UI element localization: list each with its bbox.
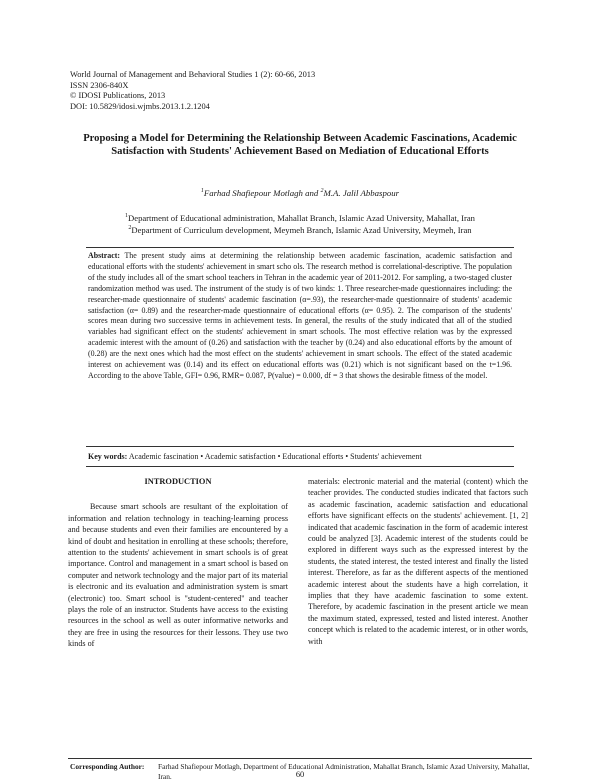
corresponding-author-label: Corresponding Author: xyxy=(70,762,145,771)
section-heading-introduction: INTRODUCTION xyxy=(144,477,212,486)
journal-citation: World Journal of Management and Behavioral Studies 1 (2): 60-66, 2013 xyxy=(70,70,316,79)
abstract-text: The present study aims at determining the relationship between academic fascination, academic satisfaction and educational efforts with the students' achievement in smart scho ols. The research method is correlational-descriptive. The population of the study includes all of the smart school teachers in Tehran in the academic year of 2011-2012. For sampling, a two-staged cluster randomization method was used. The instrument of the study is of two kinds: 1. Three researcher-made questionnaires including: the researcher-made questionnaire of students' academic fascination (α=.93), the researcher-made questionnaire of students' academic satisfaction (α= 0.89) and the researcher-made questionnaire of educational efforts (α= 0.95). 2. The comparison of the students' scores mean during two successive terms in achievement tests. In general, the results of the study indicated that all of the studied variables had significant effect on the students' achievement in smart schools. The most effective relation was by the expressed academic interest with the amount of (0.26) and satisfaction with the teacher by (0.24) and also educational efforts by the amount of (0.28) are the next ones which had the most effect on the students' achievement in smart schools. The effect of the stated academic interest on achievement was (0.14) and its effect on educational efforts was (0.21) which is not significant based on the t=1.96. According to the above Table, GFI= 0.96, RMR= 0.087, P(value) = 0.000, df = 3 that shows the desirable fitness of the model. xyxy=(88,251,512,380)
author1-name: Farhad Shafiepour Motlagh and xyxy=(203,188,321,198)
copyright: © IDOSI Publications, 2013 xyxy=(70,91,166,101)
abstract xyxy=(88,251,512,382)
affiliation-1 xyxy=(80,212,520,224)
affiliation-2-mark: 2 xyxy=(128,225,132,232)
keywords-text: Academic fascination • Academic satisfaction • Educational efforts • Students' achievement xyxy=(128,452,422,461)
author2-affiliation-mark: 2 xyxy=(320,188,324,195)
author-line xyxy=(80,188,520,198)
author1-affiliation-mark: 1 xyxy=(200,188,204,195)
author2-name: M.A. Jalil Abbaspour xyxy=(323,188,400,198)
page-number: 60 xyxy=(295,770,305,779)
corresponding-author-text: Farhad Shafiepour Motlagh, Department of Educational Administration, Mahallat Branch, Islamic Azad University, Mahallat, Iran. xyxy=(158,762,530,781)
affiliations xyxy=(80,212,520,236)
right-column xyxy=(308,476,528,647)
keywords-bottom-rule xyxy=(86,466,514,467)
issn: ISSN 2306-840X xyxy=(70,80,129,90)
introduction-paragraph-right: materials: electronic material and the material (content) which the teacher provides. The conducted studies indicated that factors such as academic fascination, academic satisfaction and educational efforts have significant effects on the students' achievement. [1, 2] indicated that academic fascination in the form of academic interest could be analyzed [3]. Academic interest of the students could be explored in different ways such as the expressed interest by the students, the stated interest, the tested interest and finally the listed interest. Therefore, as far as the different aspects of the mentioned academic interest about the students have a high correlation, it implies that they have academic fascination to some extent. Therefore, by academic fascination in the present article we mean the maximum stated, expressed, tested and listed interest. Another concept which is related to the academic interest, or in other words, with xyxy=(308,477,528,646)
affiliation-2 xyxy=(80,224,520,236)
doi: DOI: 10.5829/idosi.wjmbs.2013.1.2.1204 xyxy=(70,101,210,111)
left-column xyxy=(68,476,288,650)
introduction-paragraph-left: Because smart schools are resultant of the exploitation of information and relation technology in teaching-learning process and because students and even their families are encountered by a kind of doubt and hesitation in enrolling at these schools; therefore, attention to the students' achievement in smart schools is of great importance. Control and management in a smart school is based on computer and network technology and the major part of its material is electronic and its evaluation and administration system is smart (electronic) too. Smart school is "student-centered" and teacher plays the role of an instructor. Students have access to the existing resources in the school as well as outer informative networks and they are free in using the resources for their lessons. They use two kinds of xyxy=(68,502,288,649)
paper-title: Proposing a Model for Determining the Relationship Between Academic Fascinations, Academic Satisfaction with Students' Achievement Based on Mediation of Educational Efforts xyxy=(83,133,517,158)
affiliation-1-text: Department of Educational administration, Mahallat Branch, Islamic Azad University, Mahallat, Iran xyxy=(128,213,475,223)
abstract-bottom-rule xyxy=(86,446,514,447)
keywords-label: Key words: xyxy=(88,452,128,461)
abstract-label: Abstract: xyxy=(88,251,120,260)
journal-header xyxy=(70,70,540,112)
footnote-rule xyxy=(68,758,532,759)
abstract-top-rule xyxy=(86,247,514,248)
affiliation-2-text: Department of Curriculum development, Meymeh Branch, Islamic Azad University, Meymeh, Iran xyxy=(131,225,472,235)
affiliation-1-mark: 1 xyxy=(125,213,129,220)
keywords xyxy=(88,452,512,461)
